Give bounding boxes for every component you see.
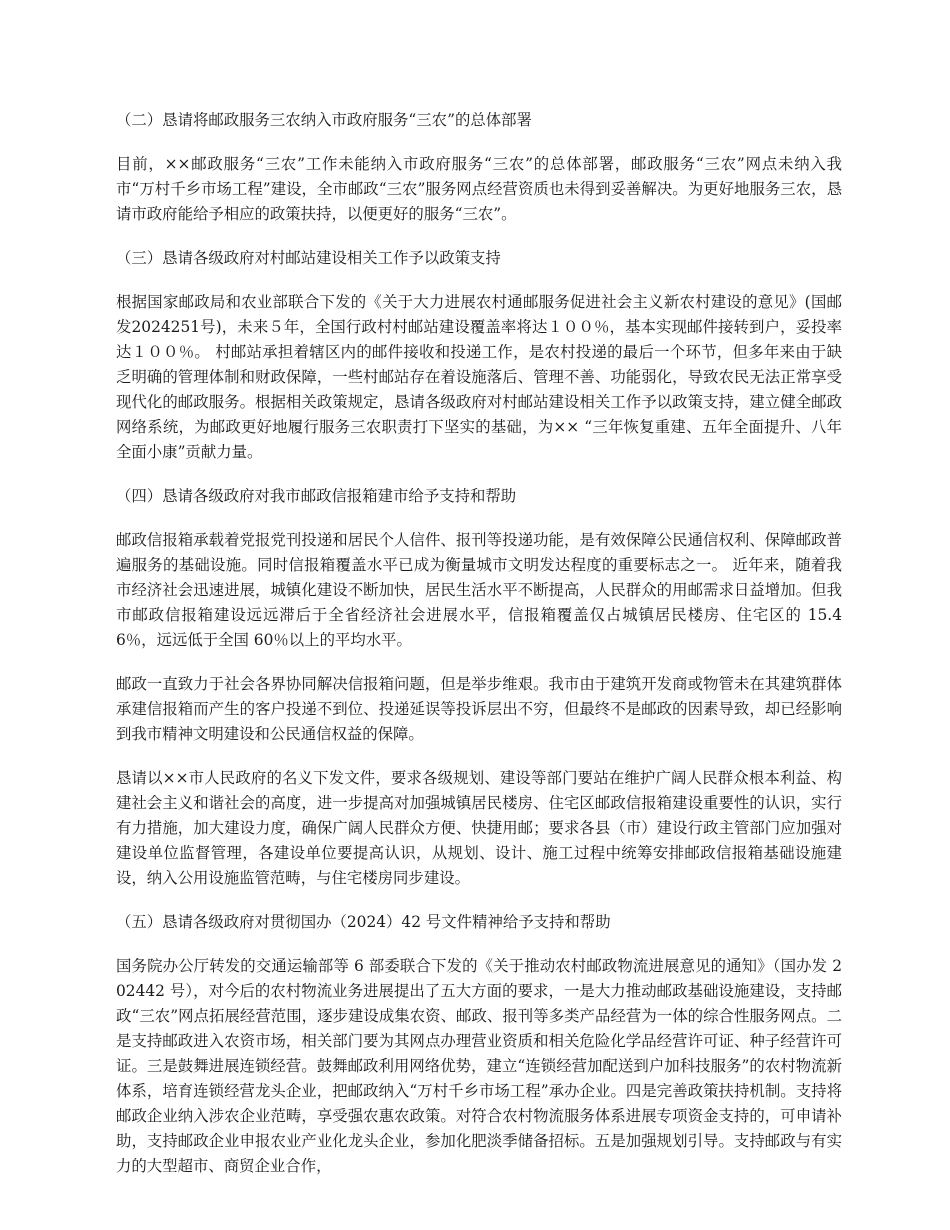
body-paragraph: 目前，××邮政服务“三农”工作未能纳入市政府服务“三农”的总体部署，邮政服务“三农”网点未纳入我市“万村千乡市场工程”建设，全市邮政“三农”服务网点经营资质也未得到妥善解决。为更好地服务三农，恳请市政府能给予相应的政策扶持，以便更好的服务“三农”。 — [116, 155, 842, 223]
section-heading: （五）恳请各级政府对贯彻国办（2024）42 号文件精神给予支持和帮助 — [116, 913, 611, 931]
body-paragraph: 恳请以××市人民政府的名义下发文件，要求各级规划、建设等部门要站在维护广阔人民群众根本利益、构建社会主义和谐社会的高度，进一步提高对加强城镇居民楼房、住宅区邮政信报箱建设重要性的认识，实行有力措施，加大建设力度，确保广阔人民群众方便、快捷用邮；要求各县（市）建设行政主管部门应加强对建设单位监督管理，各建设单位要提高认识，从规划、设计、施工过程中统筹安排邮政信报箱基础设施建设，纳入公用设施监管范畴，与住宅楼房同步建设。 — [116, 769, 842, 887]
document-page — [116, 108, 842, 1198]
section-heading: （二）恳请将邮政服务三农纳入市政府服务“三农”的总体部署 — [116, 111, 532, 129]
body-paragraph: 邮政一直致力于社会各界协同解决信报箱问题，但是举步维艰。我市由于建筑开发商或物管未在其建筑群体承建信报箱而产生的客户投递不到位、投递延误等投诉层出不穷，但最终不是邮政的因素导致，却已经影响到我市精神文明建设和公民通信权益的保障。 — [116, 675, 842, 743]
section-heading: （三）恳请各级政府对村邮站建设相关工作予以政策支持 — [116, 249, 501, 267]
body-paragraph: 邮政信报箱承载着党报党刊投递和居民个人信件、报刊等投递功能，是有效保障公民通信权利、保障邮政普遍服务的基础设施。同时信报箱覆盖水平已成为衡量城市文明发达程度的重要标志之一。 近年来，随着我市经济社会迅速进展，城镇化建设不断加快，居民生活水平不断提高，人民群众的用邮需求日益增加。但我市邮政信报箱建设远远滞后于全省经济社会进展水平，信报箱覆盖仅占城镇居民楼房、住宅区的 15.46％，远远低于全国 60％以上的平均水平。 — [116, 531, 842, 649]
body-paragraph: 国务院办公厅转发的交通运输部等 6 部委联合下发的《关于推动农村邮政物流进展意见的通知》（国办发 202442 号），对今后的农村物流业务进展提出了五大方面的要求，一是大力推动邮政基础设施建设，支持邮政“三农”网点拓展经营范围，逐步建设成集农资、邮政、报刊等多类产品经营为一体的综合性服务网点。二是支持邮政进入农资市场，相关部门要为其网点办理营业资质和相关危险化学品经营许可证、种子经营许可证。三是鼓舞进展连锁经营。鼓舞邮政利用网络优势，建立“连锁经营加配送到户加科技服务”的农村物流新体系，培育连锁经营龙头企业，把邮政纳入“万村千乡市场工程”承办企业。四是完善政策扶持机制。支持将邮政企业纳入涉农企业范畴，享受强农惠农政策。对符合农村物流服务体系进展专项资金支持的，可申请补助，支持邮政企业申报农业产业化龙头企业，参加化肥淡季储备招标。五是加强规划引导。支持邮政与有实力的大型超市、商贸企业合作， — [116, 957, 842, 1175]
section-heading: （四）恳请各级政府对我市邮政信报箱建市给予支持和帮助 — [116, 487, 517, 505]
body-paragraph: 根据国家邮政局和农业部联合下发的《关于大力进展农村通邮服务促进社会主义新农村建设的意见》(国邮发2024251号)，未来５年，全国行政村村邮站建设覆盖率将达１００％，基本实现邮件接转到户，妥投率达１００％。 村邮站承担着辖区内的邮件接收和投递工作，是农村投递的最后一个环节，但多年来由于缺乏明确的管理体制和财政保障，一些村邮站存在着设施落后、管理不善、功能弱化，导致农民无法正常享受现代化的邮政服务。根据相关政策规定，恳请各级政府对村邮站建设相关工作予以政策支持，建立健全邮政网络系统，为邮政更好地履行服务三农职责打下坚实的基础，为×× “三年恢复重建、五年全面提升、八年全面小康”贡献力量。 — [116, 293, 842, 461]
